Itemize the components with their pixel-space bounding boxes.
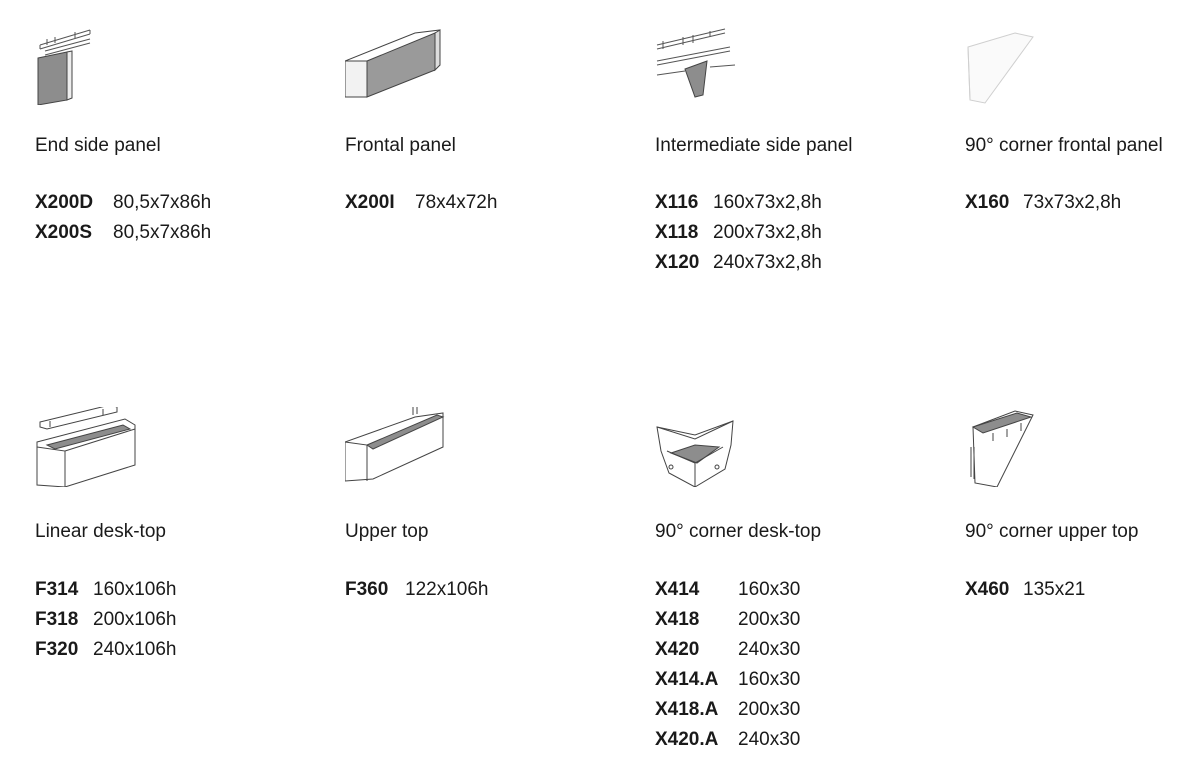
item-title: 90° corner desk-top — [655, 521, 822, 542]
product-code: X420 — [655, 639, 700, 660]
dimensions: 240x30 — [738, 639, 801, 660]
code-row — [655, 575, 800, 605]
intermediate-side-panel-icon — [655, 25, 765, 105]
dimensions: 80,5x7x86h — [113, 222, 212, 243]
product-code: X200S — [35, 222, 93, 243]
product-code: X460 — [965, 579, 1010, 600]
upper-top-icon — [345, 407, 455, 487]
item-title: Upper top — [345, 521, 429, 542]
code-row — [655, 218, 822, 248]
code-row — [35, 218, 211, 248]
dimensions: 78x4x72h — [415, 192, 498, 213]
code-row — [345, 575, 488, 605]
product-code: X414.A — [655, 669, 719, 690]
code-list — [345, 188, 497, 218]
item-title: 90° corner upper top — [965, 521, 1139, 542]
code-list — [655, 188, 822, 278]
corner-frontal-panel-icon — [965, 25, 1075, 105]
product-code: X418.A — [655, 699, 719, 720]
code-list — [35, 575, 176, 665]
dimensions: 160x73x2,8h — [713, 192, 822, 213]
product-code: F360 — [345, 579, 389, 600]
code-list — [965, 575, 1085, 605]
dimensions: 80,5x7x86h — [113, 192, 212, 213]
code-row — [35, 575, 176, 605]
code-row — [655, 605, 800, 635]
dimensions: 240x30 — [738, 729, 801, 750]
product-code: X200D — [35, 192, 94, 213]
end-side-panel-icon — [35, 25, 145, 105]
code-row — [35, 635, 176, 665]
product-code: X116 — [655, 192, 699, 213]
dimensions: 240x73x2,8h — [713, 252, 822, 273]
product-code: X200I — [345, 192, 395, 213]
product-code: X160 — [965, 192, 1010, 213]
dimensions: 160x106h — [93, 579, 177, 600]
dimensions: 200x30 — [738, 699, 801, 720]
code-row — [965, 188, 1121, 218]
product-code: X118 — [655, 222, 699, 243]
product-code: X420.A — [655, 729, 719, 750]
linear-desk-top-icon — [35, 407, 145, 487]
code-row — [655, 635, 800, 665]
dimensions: 200x106h — [93, 609, 177, 630]
dimensions: 160x30 — [738, 579, 801, 600]
dimensions: 200x73x2,8h — [713, 222, 822, 243]
product-code: F314 — [35, 579, 79, 600]
dimensions: 135x21 — [1023, 579, 1086, 600]
dimensions: 240x106h — [93, 639, 177, 660]
product-code: F318 — [35, 609, 79, 630]
code-list — [35, 188, 211, 248]
item-title: Frontal panel — [345, 135, 456, 156]
dimensions: 73x73x2,8h — [1023, 192, 1122, 213]
item-title: Intermediate side panel — [655, 135, 853, 156]
dimensions: 122x106h — [405, 579, 489, 600]
code-list — [345, 575, 488, 605]
code-row — [345, 188, 497, 218]
dimensions: 200x30 — [738, 609, 801, 630]
code-row — [655, 188, 822, 218]
code-list — [655, 575, 800, 755]
product-code: X414 — [655, 579, 700, 600]
product-code: F320 — [35, 639, 79, 660]
item-title: 90° corner frontal panel — [965, 135, 1163, 156]
code-list — [965, 188, 1121, 218]
item-title: Linear desk-top — [35, 521, 166, 542]
frontal-panel-icon — [345, 25, 455, 105]
code-row — [655, 248, 822, 278]
code-row — [35, 188, 211, 218]
dimensions: 160x30 — [738, 669, 801, 690]
product-code: X120 — [655, 252, 700, 273]
item-title: End side panel — [35, 135, 161, 156]
code-row — [965, 575, 1085, 605]
code-row — [35, 605, 176, 635]
product-code: X418 — [655, 609, 700, 630]
code-row — [655, 725, 800, 755]
corner-upper-top-icon — [965, 407, 1075, 487]
corner-desk-top-icon — [655, 407, 765, 487]
code-row — [655, 665, 800, 695]
code-row — [655, 695, 800, 725]
